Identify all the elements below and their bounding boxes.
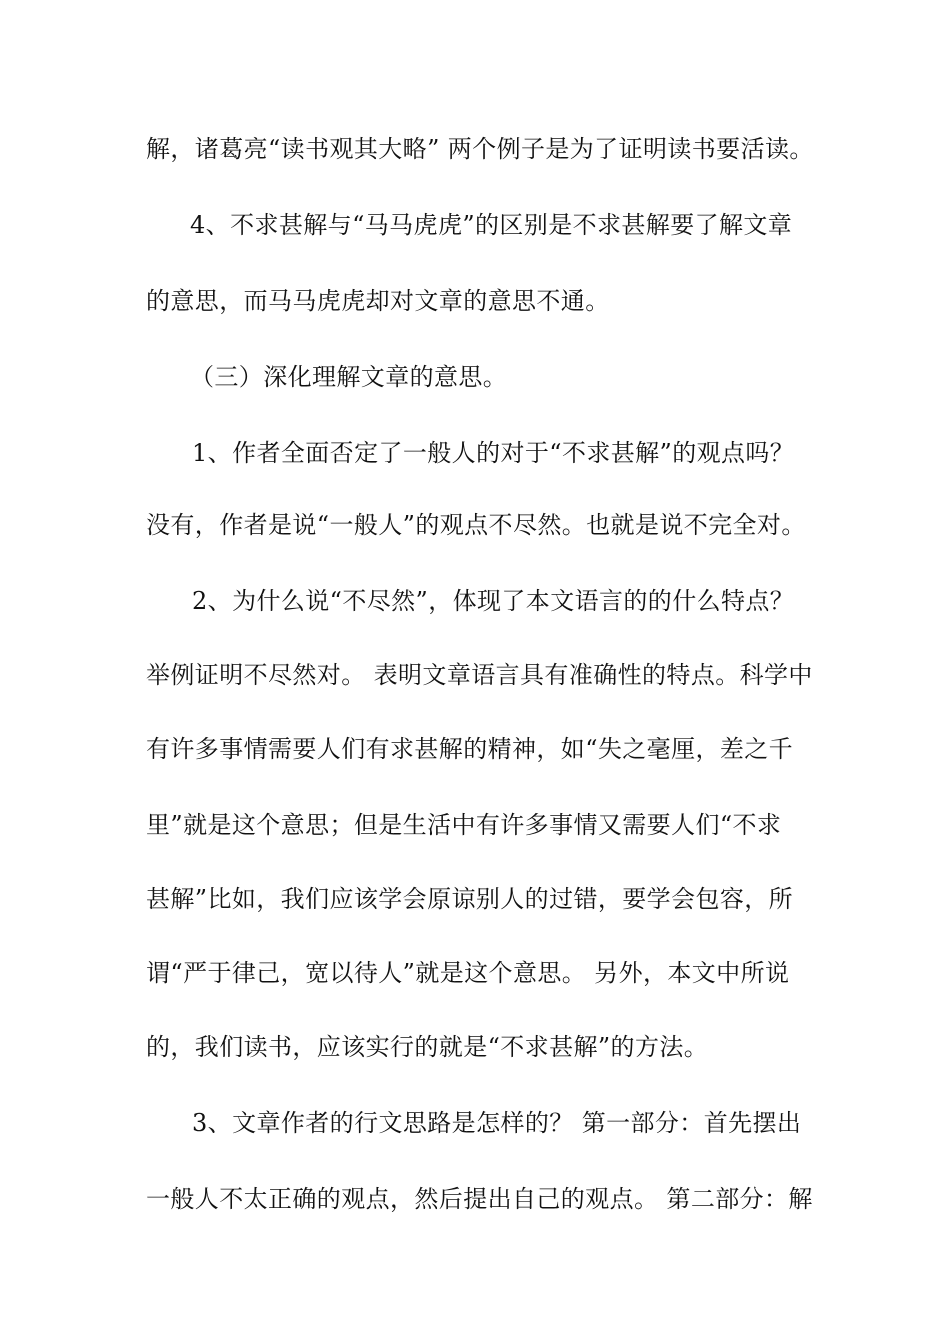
text-line: 的意思，而马马虎虎却对文章的意思不通。 [146,287,610,315]
text-line: 2、为什么说“不尽然”，体现了本文语言的的什么特点？ [192,587,795,615]
section-heading: （三）深化理解文章的意思。 [190,363,508,391]
text-line: 谓“严于律己，宽以待人”就是这个意思。 另外，本文中所说 [146,959,790,987]
text-line: 解，诸葛亮“读书观其大略” 两个例子是为了证明读书要活读。 [146,135,814,163]
text-line: 的，我们读书，应该实行的就是“不求甚解”的方法。 [146,1033,709,1061]
text-line: 1、作者全面否定了一般人的对于“不求甚解”的观点吗？ [192,439,795,467]
text-line: 没有，作者是说“一般人”的观点不尽然。也就是说不完全对。 [146,511,806,539]
text-line: 3、文章作者的行文思路是怎样的？ 第一部分：首先摆出 [192,1109,802,1137]
text-line: 举例证明不尽然对。 表明文章语言具有准确性的特点。科学中 [146,661,813,689]
text-line: 甚解”比如，我们应该学会原谅别人的过错，要学会包容，所 [146,885,794,913]
text-line: 有许多事情需要人们有求甚解的精神，如“失之毫厘，差之千 [146,735,794,763]
text-line: 里”就是这个意思；但是生活中有许多事情又需要人们“不求 [146,811,782,839]
text-line: 一般人不太正确的观点，然后提出自己的观点。 第二部分：解 [146,1185,813,1213]
text-line: 4、不求甚解与“马马虎虎”的区别是不求甚解要了解文章 [190,211,793,239]
